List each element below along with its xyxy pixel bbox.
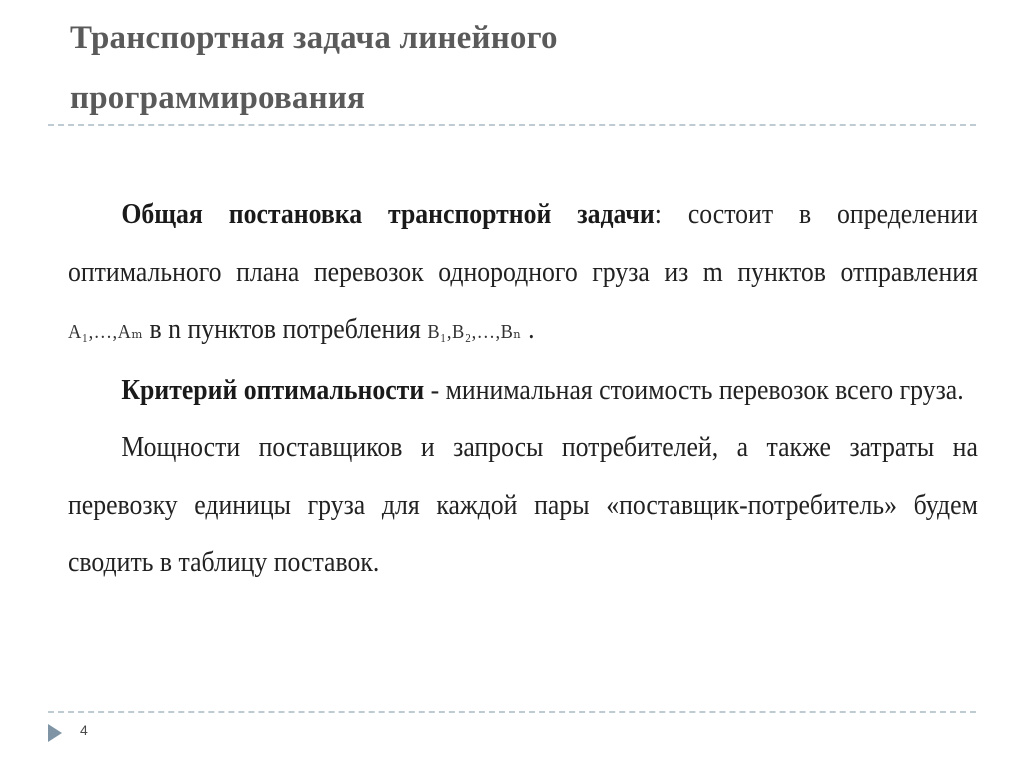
optimality-criterion-heading: Критерий оптимальности xyxy=(121,374,425,406)
general-statement-text: : состоит в определении оптимального плана перевозок однородного груза из m пунктов отправления xyxy=(68,199,978,288)
paragraph-optimality-criterion xyxy=(68,362,978,420)
general-statement-text-2: в n пунктов потребления xyxy=(143,314,428,345)
slide-title xyxy=(70,8,970,128)
supply-table-text: Мощности поставщиков и запросы потребителей, а также затраты на перевозку единицы груза для каждой пары «поставщик-потребитель» будем сводить в таблицу поставок. xyxy=(68,432,978,578)
optimality-criterion-text: - минимальная стоимость перевозок всего груза. xyxy=(424,374,964,406)
general-statement-end: . xyxy=(521,314,535,345)
page-number: 4 xyxy=(80,722,88,738)
general-statement-heading: Общая постановка транспортной задачи xyxy=(121,199,655,230)
slide-title-line-2: программирования xyxy=(70,80,366,116)
slide-title-line-1: Транспортная задача линейного xyxy=(70,20,558,56)
play-arrow-icon xyxy=(48,724,62,742)
slide-body xyxy=(68,186,978,592)
supply-points-formula: A₁,…,Aₘ xyxy=(68,321,144,343)
paragraph-general-statement xyxy=(68,186,978,362)
paragraph-supply-table xyxy=(68,419,978,592)
title-divider xyxy=(48,124,976,126)
footer-divider xyxy=(48,711,976,713)
demand-points-formula: B₁,B₂,…,Bₙ xyxy=(427,321,522,343)
